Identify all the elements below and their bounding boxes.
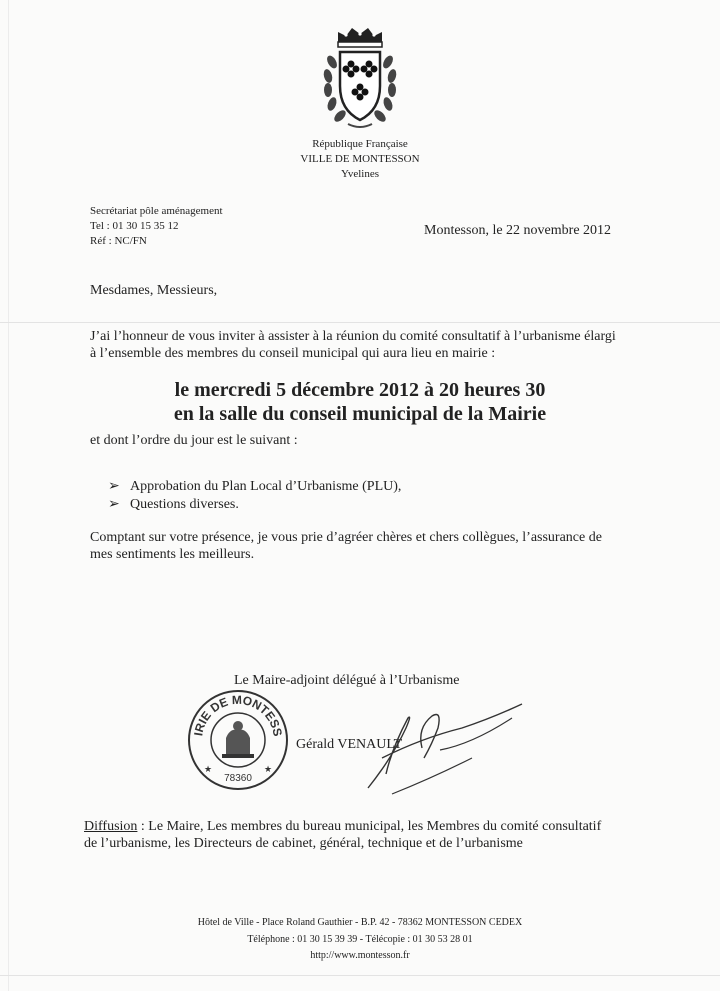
footer-website: http://www.montesson.fr xyxy=(310,950,410,961)
place-date: Montesson, le 22 novembre 2012 xyxy=(424,223,612,238)
republic-label: République Française xyxy=(312,138,408,150)
stamp-text: IRIE DE MONTESS xyxy=(191,692,285,738)
agenda-intro: et dont l’ordre du jour est le suivant : xyxy=(90,433,298,448)
intro-line-2: à l’ensemble des membres du conseil municipal qui aura lieu en mairie : xyxy=(90,346,496,361)
signatory-name: Gérald VENAULT xyxy=(296,737,403,752)
department-label: Yvelines xyxy=(340,168,379,180)
list-item: ➢ Questions diverses. xyxy=(108,497,239,512)
signatory-title: Le Maire-adjoint délégué à l’Urbanisme xyxy=(234,673,460,688)
official-stamp-icon xyxy=(186,688,290,792)
svg-text:★: ★ xyxy=(204,764,213,774)
meeting-date-time: le mercredi 5 décembre 2012 à 20 heures 30 xyxy=(174,379,546,401)
sender-tel: Tel : 01 30 15 35 12 xyxy=(90,220,179,232)
bottom-edge-line xyxy=(0,975,720,976)
agenda-list xyxy=(108,478,401,514)
footer-address: Hôtel de Ville - Place Roland Gauthier - B.P. 42 - 78362 MONTESSON CEDEX xyxy=(197,917,523,928)
closing-line-1: Comptant sur votre présence, je vous prie d’agréer chères et chers collègues, l’assurance de xyxy=(90,530,602,545)
city-label: VILLE DE MONTESSON xyxy=(300,153,420,165)
signature-icon xyxy=(362,688,542,798)
closing-line-2: mes sentiments les meilleurs. xyxy=(90,547,255,562)
sender-ref: Réf : NC/FN xyxy=(90,235,147,247)
diffusion-label: Diffusion xyxy=(84,819,138,834)
svg-text:★: ★ xyxy=(264,764,273,774)
meeting-location: en la salle du conseil municipal de la Mairie xyxy=(173,403,547,425)
sender-department: Secrétariat pôle aménagement xyxy=(90,205,223,217)
footer-phones: Téléphone : 01 30 15 39 39 - Télécopie : 01 30 53 28 01 xyxy=(247,934,473,945)
list-item: ➢ Approbation du Plan Local d’Urbanisme (PLU), xyxy=(108,479,402,494)
fold-line xyxy=(0,322,720,323)
coat-of-arms-icon xyxy=(310,24,410,132)
diffusion-line-2: de l’urbanisme, les Directeurs de cabinet, général, technique et de l’urbanisme xyxy=(84,836,523,851)
diffusion-line-1: Diffusion : Le Maire, Les membres du bureau municipal, les Membres du comité consultatif xyxy=(84,819,602,834)
stamp-postcode: 78360 xyxy=(224,773,252,784)
arrow-bullet-icon: ➢ xyxy=(108,497,120,512)
intro-line-1: J’ai l’honneur de vous inviter à assister à la réunion du comité consultatif à l’urbanisme élargi xyxy=(90,329,616,344)
salutation: Mesdames, Messieurs, xyxy=(90,283,218,298)
arrow-bullet-icon: ➢ xyxy=(108,479,120,494)
